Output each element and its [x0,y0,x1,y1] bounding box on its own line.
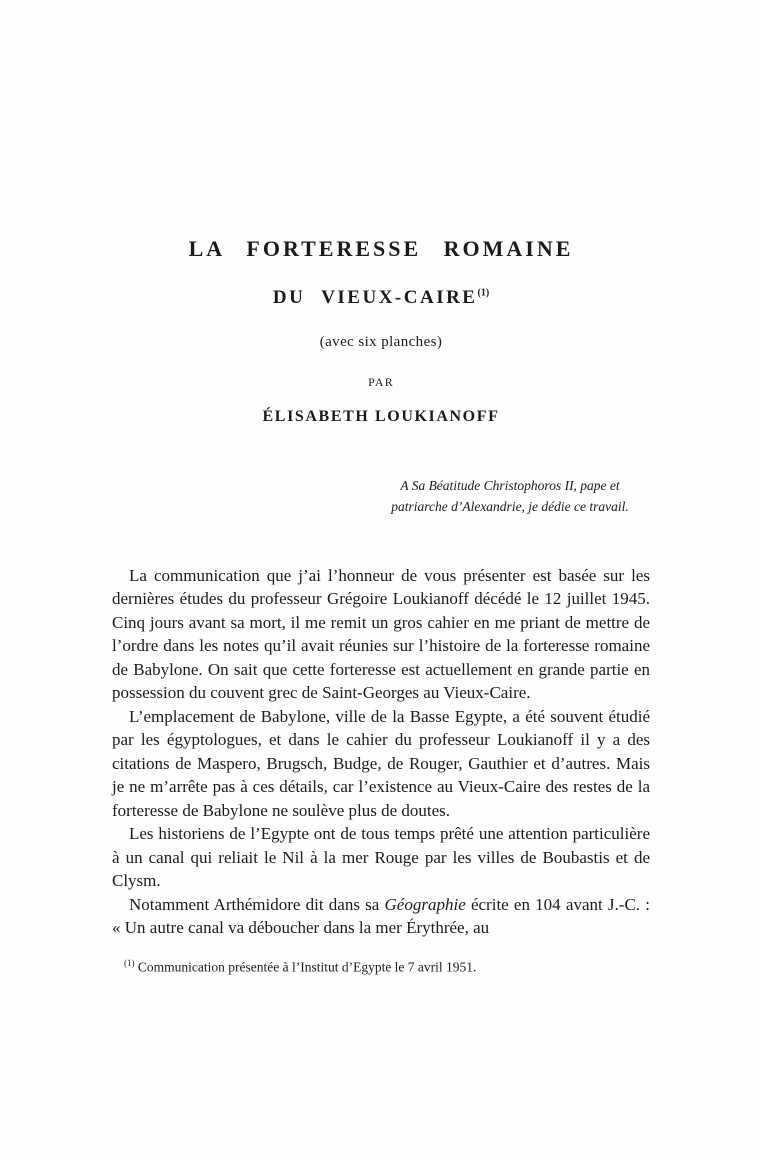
paragraph-1: La communication que j’ai l’honneur de vous présenter est basée sur les dernières études du professeur Grégoire Loukianoff décédé le 12 juillet 1945. Cinq jours avant sa mort, il me remit un gros cahier en me priant de mettre de l’ordre dans les notes qu’il avait réunies sur l’histoire de la forteresse romaine de Babylone. On sait que cette forteresse est actuellement en grande partie en possession du couvent grec de Saint-Georges au Vieux-Caire. [112,565,650,703]
dedication-line2: patriarche d’Alexandrie, je dédie ce travail. [391,498,629,514]
footnote [112,957,650,977]
footnote-text: Communication présentée à l’Institut d’Egypte le 7 avril 1951. [134,959,477,975]
byline-label: PAR [368,375,394,389]
paragraph-3: Les historiens de l’Egypte ont de tous temps prêté une attention particulière à un canal qui reliait le Nil à la mer Rouge par les villes de Boubastis et de Clysm. [112,824,650,891]
dedication-line1: A Sa Béatitude Christophoros II, pape et [400,478,620,493]
footnote-marker: (1) [477,287,490,299]
body-text [112,564,650,940]
text-column [112,0,650,977]
page-title-line2 [112,287,650,309]
paragraph-2: L’emplacement de Babylone, ville de la Basse Egypte, a été souvent étudié par les égyptologues, et dans le cahier du professeur Loukianoff il y a des citations de Maspero, Brugsch, Budge, de Rouger, Gauthier et d’autres. Mais je ne m’arrête pas à ces détails, car l’existence au Vieux-Caire des restes de la forteresse de Babylone ne soulève plus de doutes. [112,706,650,820]
footnote-ref: (1) [124,957,135,968]
author-name: ÉLISABETH LOUKIANOFF [262,408,500,425]
subtitle-planches: (avec six planches) [319,334,443,350]
geographie-italic-title: Géographie [384,894,466,914]
title-line2-text: DU VIEUX-CAIRE [272,287,478,308]
title-block [112,236,650,426]
dedication [386,476,634,518]
paragraph-4-text-b: écrite en 104 avant J.-C. : « Un autre canal va déboucher dans la mer Érythrée, au [112,894,650,938]
paragraph-4-text-a: Notamment Arthémidore dit dans sa [129,894,385,914]
paragraph-4 [112,893,650,940]
page-title-line1: LA FORTERESSE ROMAINE [188,236,574,261]
